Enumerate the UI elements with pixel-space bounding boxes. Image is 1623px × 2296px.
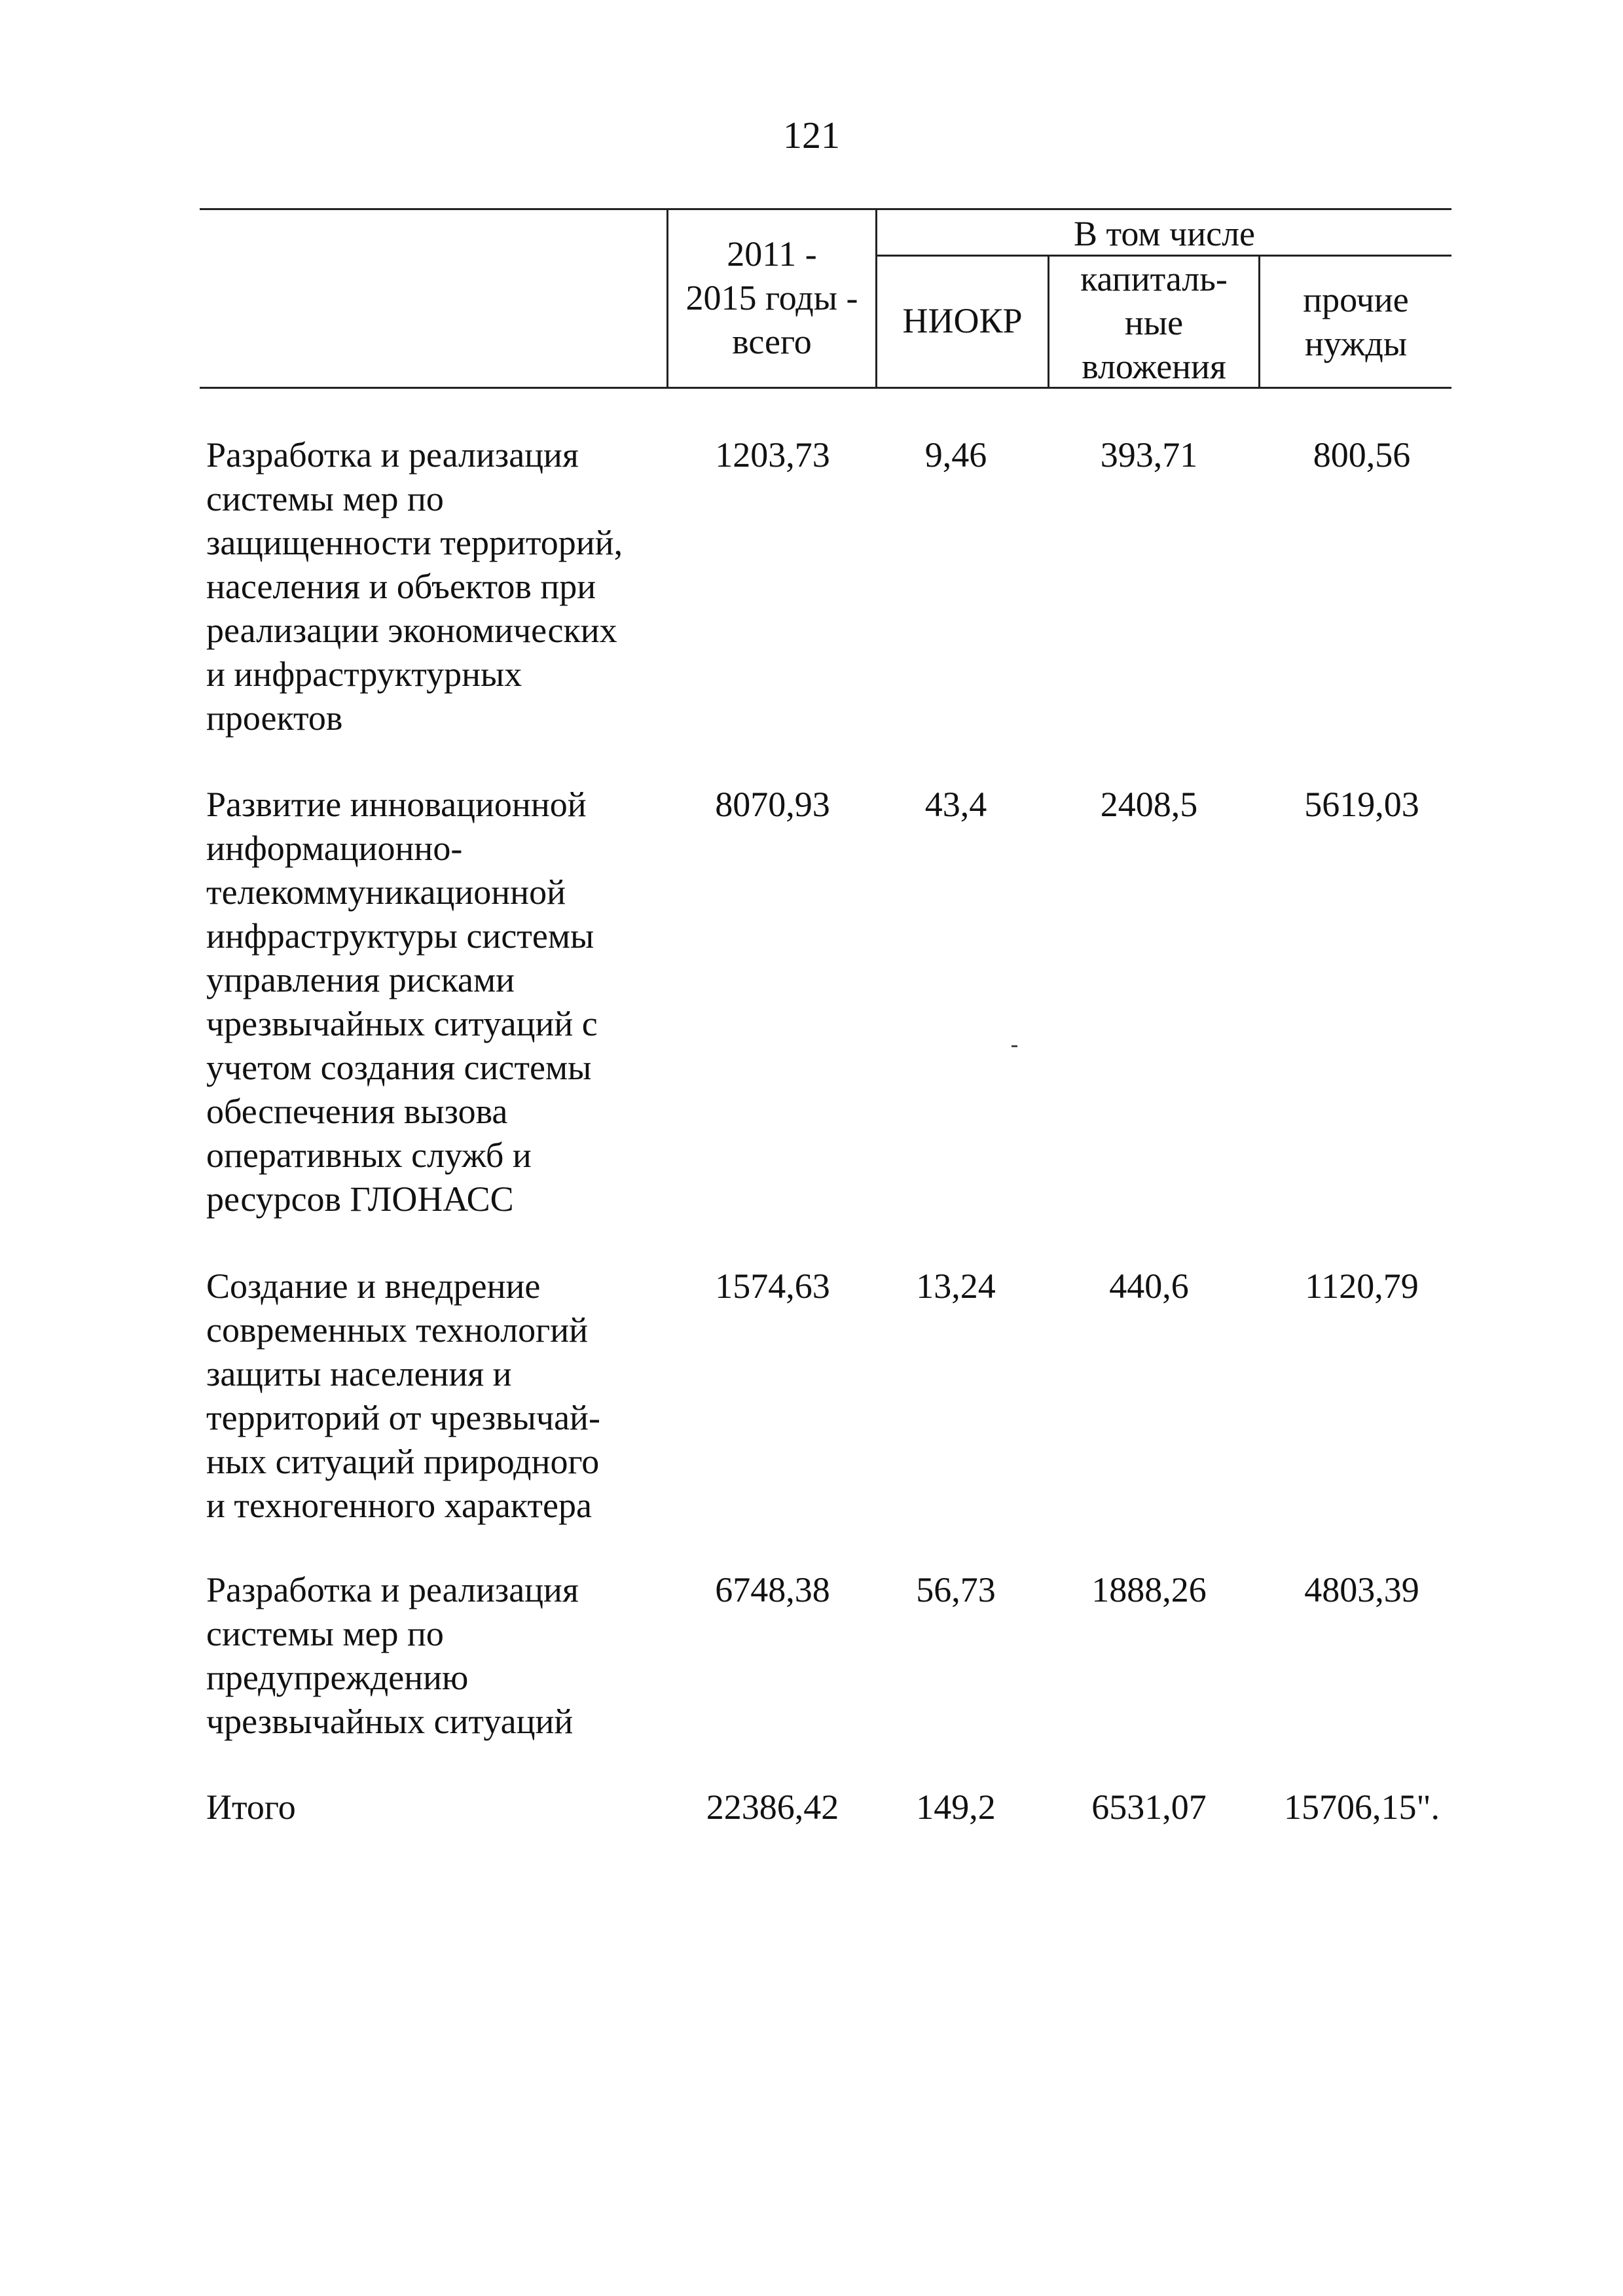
row-capital-value: 2408,5	[1100, 785, 1198, 824]
row-other-value: 5619,03	[1304, 785, 1419, 824]
row-niokr-value: 43,4	[924, 785, 987, 824]
row-niokr-value: 13,24	[916, 1266, 996, 1306]
row-label: Создание и внедрение современных технологий защиты населения и территорий от чрезвычай- ных ситуаций природного и техногенного характера	[206, 1266, 600, 1525]
row-label: Развитие инновационной информационно- телекоммуникационной инфраструктуры системы управления рисками чрезвычайных ситуаций с учетом создания системы обеспечения вызова оперативных служб и ресурсов ГЛОНАСС	[206, 785, 598, 1219]
row-capital-value: 1888,26	[1091, 1570, 1207, 1609]
scan-speck	[1012, 1045, 1017, 1047]
header-top-rule	[200, 208, 1451, 210]
header-bottom-rule	[200, 387, 1451, 389]
total-row-capital-value: 6531,07	[1091, 1787, 1207, 1827]
row-niokr-value: 56,73	[916, 1570, 996, 1609]
header-group-label: В том числе	[1074, 214, 1255, 253]
header-total-column: 2011 - 2015 годы - всего	[685, 234, 858, 361]
total-row-niokr-value: 149,2	[916, 1787, 996, 1827]
total-row-other-value: 15706,15".	[1283, 1787, 1440, 1827]
row-total-value: 1203,73	[715, 435, 830, 475]
row-other-value: 1120,79	[1305, 1266, 1419, 1306]
row-capital-value: 440,6	[1109, 1266, 1189, 1306]
row-total-value: 1574,63	[715, 1266, 830, 1306]
header-niokr-column: НИОКР	[902, 301, 1023, 340]
row-label: Разработка и реализация системы мер по предупреждению чрезвычайных ситуаций	[206, 1570, 579, 1741]
row-other-value: 800,56	[1313, 435, 1411, 475]
header-capital-column: капиталь- ные вложения	[1080, 259, 1228, 386]
row-total-value: 8070,93	[715, 785, 830, 824]
header-other-column: прочие нужды	[1303, 280, 1409, 363]
total-row-label: Итого	[206, 1787, 296, 1827]
page-number: 121	[783, 114, 840, 156]
total-row-total-value: 22386,42	[706, 1787, 839, 1827]
row-niokr-value: 9,46	[924, 435, 987, 475]
row-other-value: 4803,39	[1304, 1570, 1419, 1609]
row-total-value: 6748,38	[715, 1570, 830, 1609]
row-label: Разработка и реализация системы мер по защищенности территорий, населения и объектов при реализации экономических и инфраструктурных проектов	[206, 435, 623, 738]
row-capital-value: 393,71	[1100, 435, 1198, 475]
